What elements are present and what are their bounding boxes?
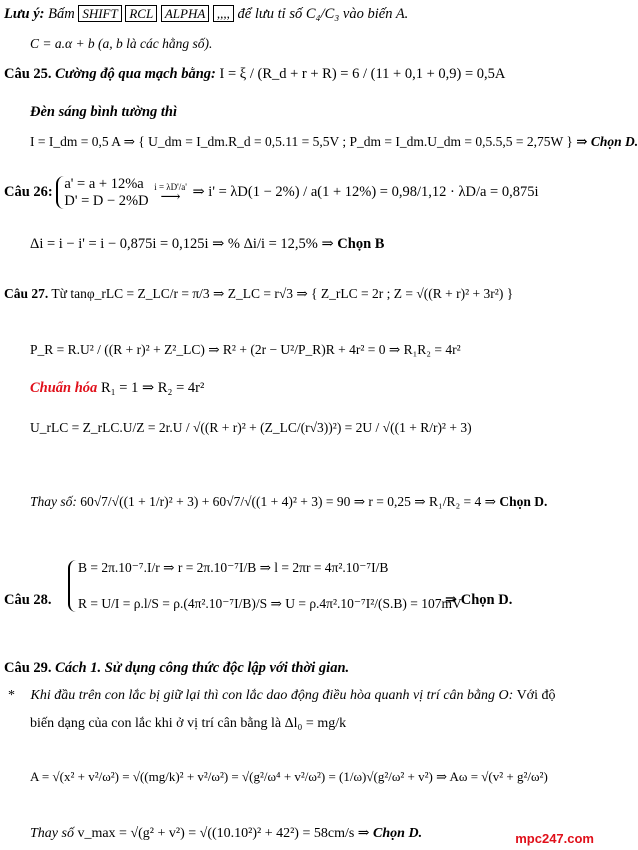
q26-arrow: [154, 182, 187, 204]
q27-eq1: Từ tanφ_rLC = Z_LC/r = π/3 ⇒ Z_LC = r√3 ⇒ { Z_rLC = 2r ; Z = √((R + r)² + 3r²) }: [51, 286, 514, 301]
note-text-before: Bấm: [48, 6, 75, 22]
note-line: [4, 6, 408, 23]
watermark-logo: mpc247.com: [515, 831, 594, 846]
q29-final: [30, 826, 422, 842]
note-lead: Lưu ý:: [4, 6, 45, 22]
q29-paragraph: [8, 688, 555, 704]
q25-derivation: [30, 134, 638, 150]
q28-label: [4, 592, 52, 609]
q27-eq2: P_R = R.U² / ((R + r)² + Z²_LC) ⇒ R² + (2r − U²/P_R)R + 4r² = 0 ⇒ R₁R₂ = 4r²: [30, 342, 461, 357]
q26-system: [56, 176, 148, 209]
key-comma: ,,,,: [213, 5, 234, 22]
q25-line: [4, 66, 505, 83]
q25-subtitle: Đèn sáng bình tường thì: [30, 104, 178, 120]
q27-normalize-eq: R₁ = 1 ⇒ R₂ = 4r²: [100, 380, 205, 396]
key-shift: SHIFT: [78, 5, 121, 22]
note-formula: C = a.α + b (a, b là các hằng số).: [30, 36, 213, 51]
q29-para-normal: Với độ: [516, 688, 556, 703]
q27-line1: [4, 286, 513, 302]
q29-subst-label: Thay số: [30, 826, 74, 841]
q25-label: Câu 25.: [4, 66, 52, 82]
q27-eq3: U_rLC = Z_rLC.U/Z = 2r.U / √((R + r)² + (Z_LC/(r√3))²) = 2U / √((1 + R/r)² + 3): [30, 420, 472, 435]
q26-arrow-label: i = λD'/a': [154, 181, 187, 192]
q27-subst-eq: 60√7/√((1 + 1/r)² + 3) + 60√7/√((1 + 4)² + 3) = 90 ⇒ r = 0,25 ⇒ R₁/R₂ = 4 ⇒: [80, 494, 496, 509]
q29-para-italic: Khi đầu trên con lắc bị giữ lại thì con lắc dao động điều hòa quanh vị trí cân bằng O:: [30, 688, 514, 703]
q26-equation: ⇒ i' = λD(1 − 2%) / a(1 + 12%) = 0,98/1,12 · λD/a = 0,875i: [192, 184, 539, 200]
q28-eq2: R = U/I = ρ.l/S = ρ.(4π².10⁻⁷I/B)/S ⇒ U = ρ.4π².10⁻⁷I²/(S.B) = 107mV: [78, 596, 462, 611]
q29-label: Câu 29.: [4, 660, 52, 676]
q29-bullet: *: [8, 688, 15, 703]
q28-eq1: B = 2π.10⁻⁷.I/r ⇒ r = 2π.10⁻⁷I/B ⇒ l = 2πr = 4π².10⁻⁷I/B: [78, 560, 389, 575]
note-text-after: để lưu tỉ số C₄/C₃ vào biến A.: [237, 6, 409, 22]
q29-equation: A = √(x² + v²/ω²) = √((mg/k)² + v²/ω²) = √(g²/ω⁴ + v²/ω²) = (1/ω)√(g²/ω² + v²) ⇒ Aω = √(v² + g²/ω²): [30, 769, 548, 784]
q28-system: [68, 560, 462, 612]
q27-label: Câu 27.: [4, 286, 49, 301]
q29-heading: [4, 660, 349, 677]
q29-title: Cách 1. Sử dụng công thức độc lập với thời gian.: [55, 660, 350, 676]
q28-eq2-line: [78, 596, 462, 612]
q28-answer: ⇒ Chọn D.: [445, 592, 513, 608]
q26-arrow-glyph: ⟶: [160, 190, 181, 206]
key-alpha: ALPHA: [161, 5, 209, 22]
q26-system-eq2: D' = D − 2%D: [64, 192, 149, 209]
q26-line: [4, 176, 539, 209]
q27-subst-label: Thay số:: [30, 494, 77, 509]
q27-substitution: [30, 494, 547, 510]
q25-title: Cường độ qua mạch bằng:: [55, 66, 216, 82]
q29-para2: biến dạng của con lắc khi ở vị trí cân bằng là Δl₀ = mg/k: [30, 716, 347, 731]
q26-answer: Chọn B: [337, 236, 385, 252]
q25-answer: ⇒ Chọn D.: [576, 134, 638, 149]
q26-delta: Δi = i − i' = i − 0,875i = 0,125i ⇒ % Δi/i = 12,5% ⇒: [30, 236, 334, 252]
key-rcl: RCL: [125, 5, 157, 22]
q26-line2: [30, 236, 384, 253]
q27-normalize: [30, 380, 204, 397]
q25-equation: I = ξ / (R_d + r + R) = 6 / (11 + 0,1 + 0,9) = 0,5A: [219, 66, 506, 82]
q28-label-text: Câu 28.: [4, 592, 52, 608]
q29-final-eq: v_max = √(g² + v²) = √((10.10²)² + 42²) = 58cm/s ⇒: [77, 826, 370, 841]
q27-normalize-label: Chuẩn hóa: [30, 380, 98, 396]
q26-system-eq1: a' = a + 12%a: [64, 176, 144, 192]
q27-answer: Chọn D.: [499, 494, 548, 509]
q25-derivation-text: I = I_dm = 0,5 A ⇒ { U_dm = I_dm.R_d = 0,5.11 = 5,5V ; P_dm = I_dm.U_dm = 0,5.5,5 = 2,75W }: [30, 134, 573, 149]
q26-label: Câu 26:: [4, 184, 53, 200]
q29-answer: Chọn D.: [373, 826, 423, 841]
